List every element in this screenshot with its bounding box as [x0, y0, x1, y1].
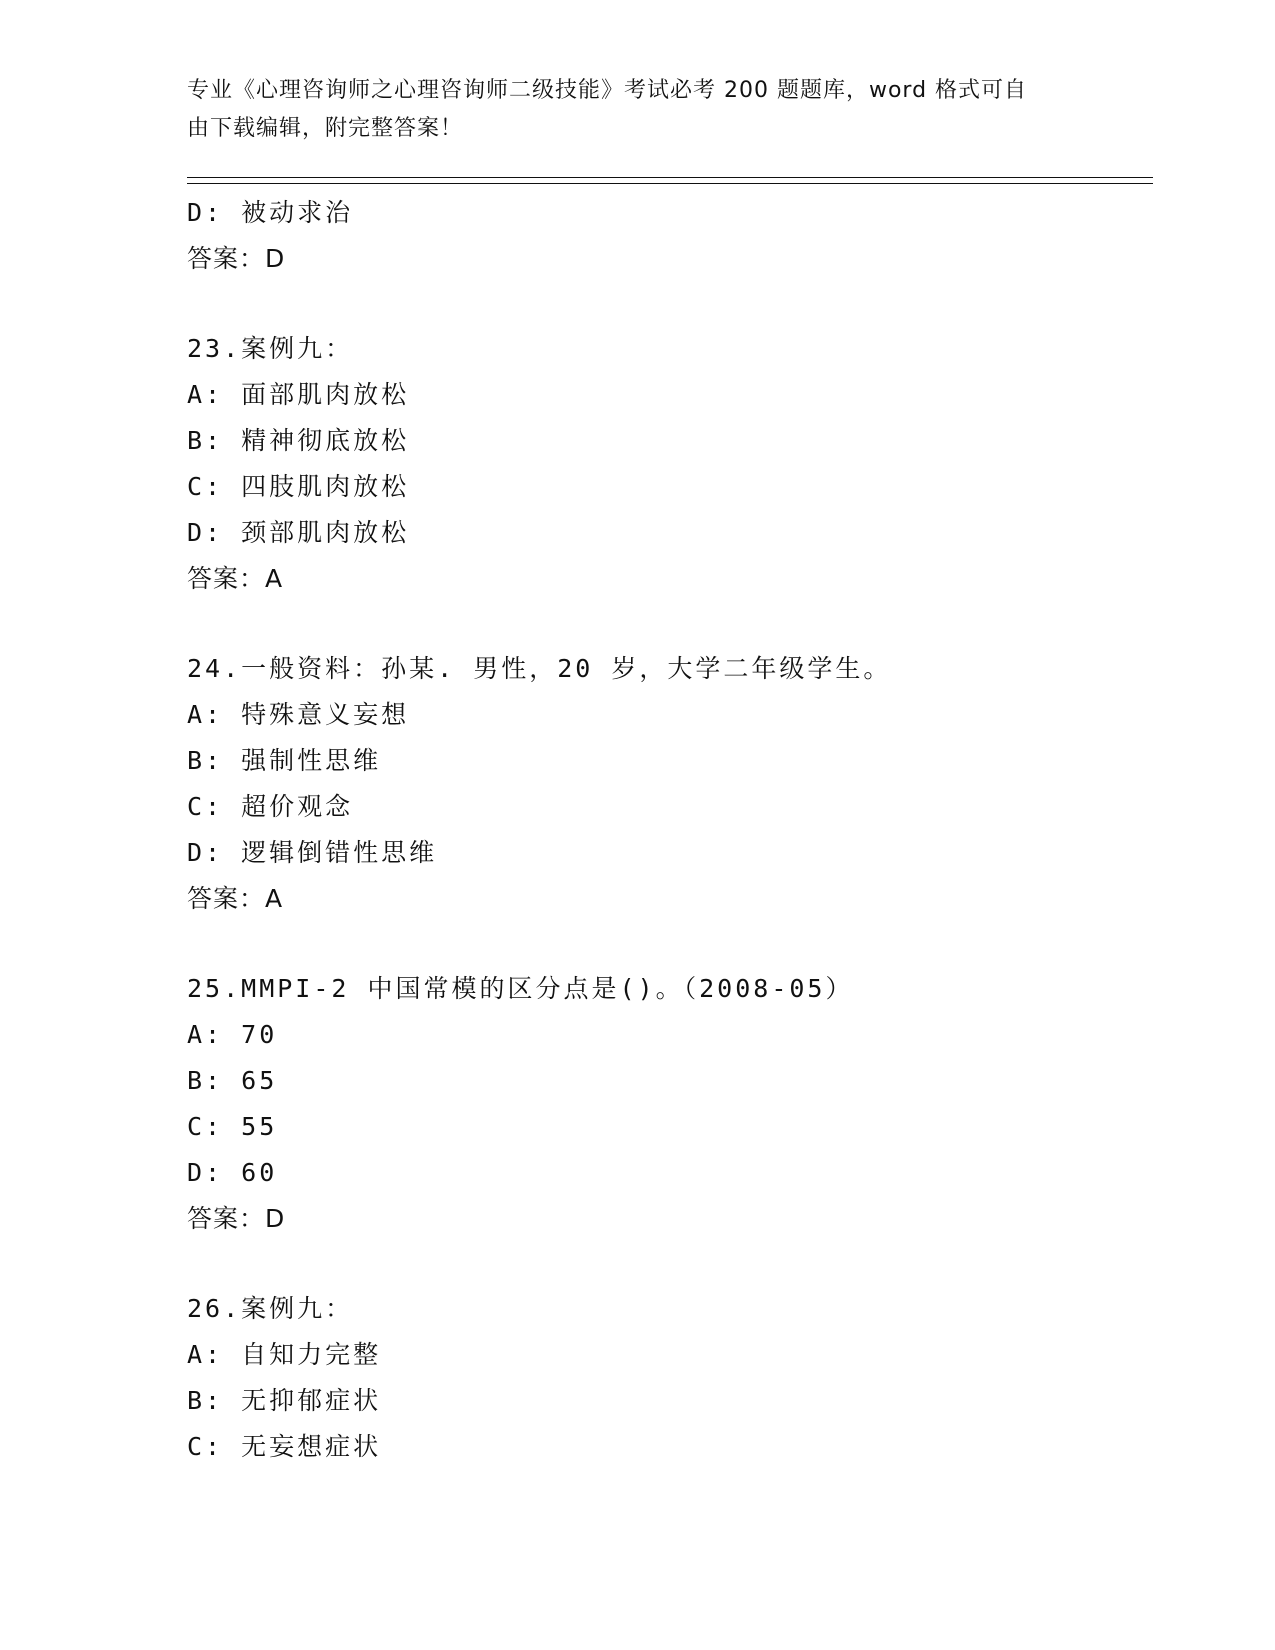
- option-c: C: 55: [187, 1112, 278, 1141]
- question-list: [187, 190, 1147, 1470]
- option-b: B: 强制性思维: [187, 746, 382, 775]
- header-line-2: 由下载编辑，附完整答案！: [187, 116, 464, 141]
- question-stem: 23.案例九：: [187, 334, 354, 363]
- document-header: [187, 72, 1067, 148]
- option-a: A: 特殊意义妄想: [187, 700, 410, 729]
- header-divider-top: [187, 177, 1153, 178]
- option-a: A: 面部肌肉放松: [187, 380, 410, 409]
- option-d: D: 逻辑倒错性思维: [187, 838, 438, 867]
- option-c: C: 无妄想症状: [187, 1432, 382, 1461]
- option-c: C: 四肢肌肉放松: [187, 472, 410, 501]
- question-stem: 24.一般资料：孙某. 男性，20 岁，大学二年级学生。: [187, 654, 892, 683]
- question-block: [187, 326, 1147, 602]
- option-a: A: 70: [187, 1020, 278, 1049]
- question-block: [187, 646, 1147, 922]
- option-b: B: 无抑郁症状: [187, 1386, 382, 1415]
- option-a: A: 自知力完整: [187, 1340, 382, 1369]
- option-b: B: 65: [187, 1066, 278, 1095]
- question-block: [187, 1286, 1147, 1470]
- answer-line: 答案：A: [187, 564, 284, 593]
- answer-line: 答案：D: [187, 244, 286, 273]
- question-block: [187, 966, 1147, 1242]
- answer-line: 答案：D: [187, 1204, 286, 1233]
- question-stem: 25.MMPI-2 中国常模的区分点是()。（2008-05）: [187, 974, 854, 1003]
- option-d: D: 颈部肌肉放松: [187, 518, 410, 547]
- option-c: C: 超价观念: [187, 792, 354, 821]
- header-divider-bottom: [187, 183, 1153, 184]
- option-b: B: 精神彻底放松: [187, 426, 410, 455]
- option-d: D: 60: [187, 1158, 278, 1187]
- header-line-1: 专业《心理咨询师之心理咨询师二级技能》考试必考 200 题题库，word 格式可自: [187, 78, 1028, 103]
- option-d: D: 被动求治: [187, 198, 354, 227]
- answer-line: 答案：A: [187, 884, 284, 913]
- question-stem: 26.案例九：: [187, 1294, 354, 1323]
